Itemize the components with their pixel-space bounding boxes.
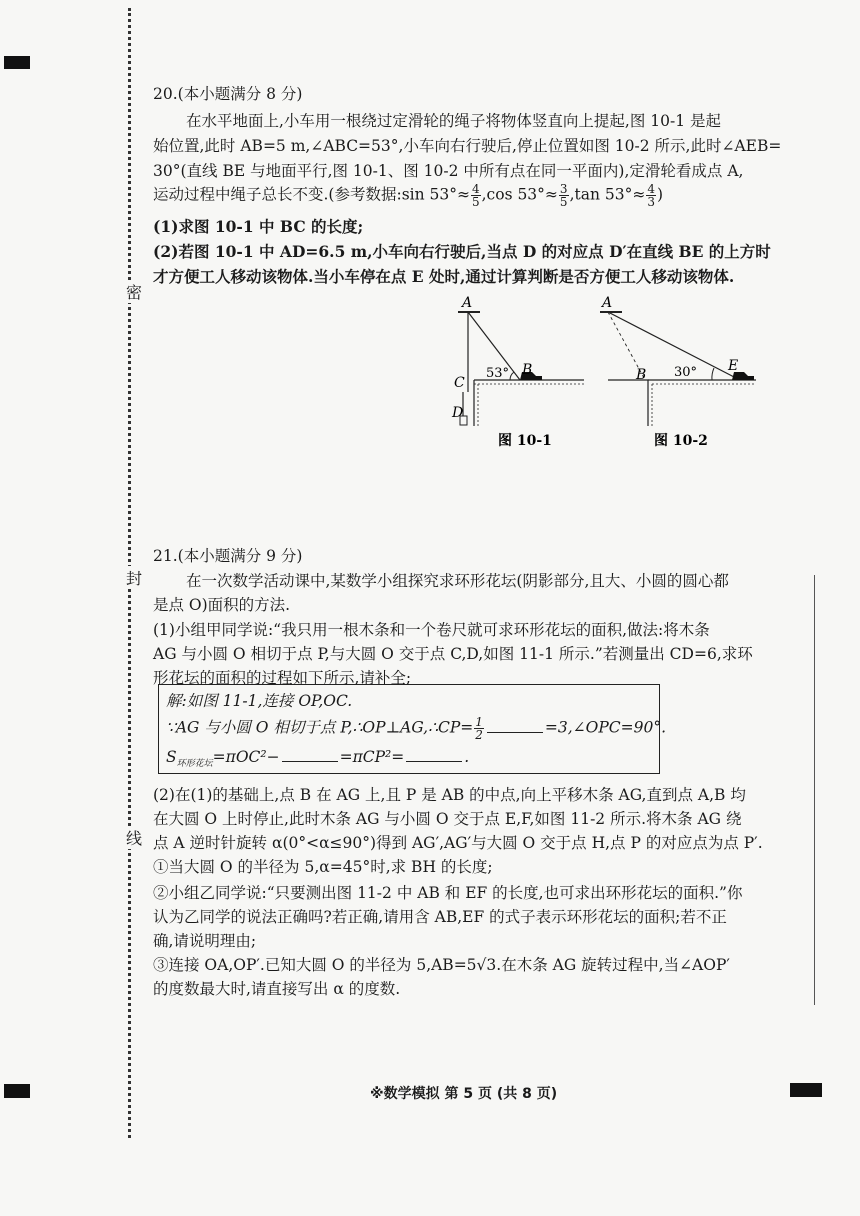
- answer-blank-2[interactable]: [282, 761, 338, 762]
- figure-10-1: [440, 292, 590, 452]
- page-footer: ※数学模拟 第 5 页 (共 8 页): [370, 1086, 558, 1102]
- q20-line2: 始位置,此时 AB=5 m,∠ABC=53°,小车向右行驶后,停止位置如图 10-2 所示,此时∠AEB=: [153, 137, 782, 155]
- q20-line3: 30°(直线 BE 与地面平行,图 10-1、图 10-2 中所有点在同一平面内),定滑轮看成点 A,: [153, 162, 744, 180]
- q21-p2-line1: (2)在(1)的基础上,点 B 在 AG 上,且 P 是 AB 的中点,向上平移木条 AG,直到点 A,B 均: [153, 786, 746, 804]
- q21-title: 21.(本小题满分 9 分): [153, 547, 303, 565]
- fig2-caption: 图 10-2: [654, 433, 708, 449]
- answer-blank-1[interactable]: [487, 732, 543, 733]
- q20-title: 20.(本小题满分 8 分): [153, 85, 303, 103]
- q21-sub1: ①当大圆 O 的半径为 5,α=45°时,求 BH 的长度;: [153, 858, 493, 876]
- registration-mark-top-left: [4, 56, 30, 69]
- q21-sub2-line1: ②小组乙同学说:“只要测出图 11-2 中 AB 和 EF 的长度,也可求出环形花坛的面积.”你: [153, 884, 743, 902]
- q20-part1: (1)求图 10-1 中 BC 的长度;: [153, 217, 364, 236]
- fig1-angle: 53°: [486, 366, 510, 381]
- solution-line1: 解:如图 11-1,连接 OP,OC.: [166, 692, 353, 710]
- answer-blank-3[interactable]: [406, 761, 462, 762]
- fig2-label-B: B: [636, 367, 647, 383]
- q21-p2-line3: 点 A 逆时针旋转 α(0°<α≤90°)得到 AG′,AG′与大圆 O 交于点 H,点 P 的对应点为点 P′.: [153, 834, 763, 852]
- solution-line3: $S_{环形花坛}=\pi OC^2- =\pi CP^2=$ .: [166, 748, 470, 770]
- q21-sub2-line2: 认为乙同学的说法正确吗?若正确,请用含 AB,EF 的式子表示环形花坛的面积;若不正: [153, 908, 727, 926]
- fig2-label-E: E: [728, 358, 739, 374]
- fig1-label-D: D: [452, 405, 464, 421]
- q21-p1-line3: 形花坛的面积的过程如下所示,请补全;: [153, 669, 412, 687]
- q21-p1-line1: (1)小组甲同学说:“我只用一根木条和一个卷尺就可求环形花坛的面积,做法:将木条: [153, 621, 710, 639]
- q20-line4: 运动过程中绳子总长不变.(参考数据:sin 53°≈ $\frac{4}{5}$ ,cos 53°≈ $\frac{3}{5}$ ,tan 53°≈ $\frac{4}{3}$ ): [153, 182, 664, 209]
- q20-part2-line2: 才方便工人移动该物体.当小车停在点 E 处时,通过计算判断是否方便工人移动该物体.: [153, 267, 735, 286]
- fig2-label-A: A: [602, 295, 613, 311]
- q20-line1: 在水平地面上,小车用一根绕过定滑轮的绳子将物体竖直向上提起,图 10-1 是起: [186, 112, 722, 130]
- q21-intro2: 是点 O)面积的方法.: [153, 596, 291, 614]
- binding-mark-feng: 封: [123, 566, 145, 589]
- fig1-label-C: C: [454, 375, 465, 391]
- right-margin-line: [814, 575, 815, 1005]
- figure-10-2: [596, 292, 766, 452]
- q21-sub3-line1: ③连接 OA,OP′.已知大圆 O 的半径为 5,AB=5√3.在木条 AG 旋转过程中,当∠AOP′: [153, 956, 730, 974]
- q20-part2-line1: (2)若图 10-1 中 AD=6.5 m,小车向右行驶后,当点 D 的对应点 D′在直线 BE 的上方时: [153, 242, 771, 261]
- q21-intro1: 在一次数学活动课中,某数学小组探究求环形花坛(阴影部分,且大、小圆的圆心都: [186, 572, 729, 590]
- q21-p2-line2: 在大圆 O 上时停止,此时木条 AG 与小圆 O 交于点 E,F,如图 11-2 所示.将木条 AG 绕: [153, 810, 742, 828]
- binding-mark-xian: 线: [123, 826, 145, 849]
- q21-p1-line2: AG 与小圆 O 相切于点 P,与大圆 O 交于点 C,D,如图 11-1 所示.”若测量出 CD=6,求环: [153, 645, 753, 663]
- fig1-caption: 图 10-1: [498, 433, 552, 449]
- fig1-label-A: A: [462, 295, 473, 311]
- registration-mark-bottom-right: [790, 1083, 822, 1097]
- fig1-label-B: B: [522, 362, 533, 378]
- binding-mark-mi: 密: [123, 280, 145, 303]
- registration-mark-bottom-left: [4, 1084, 30, 1098]
- q21-sub3-line2: 的度数最大时,请直接写出 α 的度数.: [153, 980, 401, 998]
- fig2-angle: 30°: [674, 365, 698, 380]
- solution-line2: ∵AG 与小圆 O 相切于点 P,∴OP⊥AG,∴CP= $\frac{1}{2}$ =3,∠OPC=90°.: [166, 715, 667, 742]
- q21-sub2-line3: 确,请说明理由;: [153, 932, 257, 950]
